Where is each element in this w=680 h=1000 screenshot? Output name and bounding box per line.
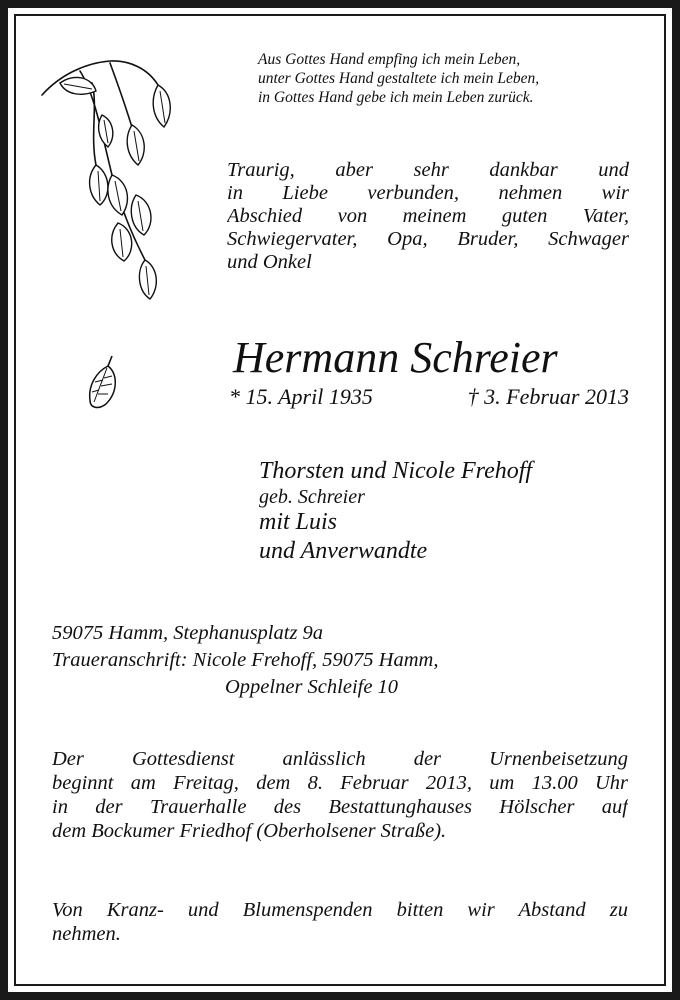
motto-line: in Gottes Hand gebe ich mein Leben zurück. [258,89,534,106]
family-line: Thorsten und Nicole Frehoff [259,458,533,484]
service-line: beginnt am Freitag, dem 8. Februar 2013, um 13.00 Uhr [52,772,628,794]
service-line: Der Gottesdienst anlässlich der Urnenbeisetzung [52,748,628,770]
service-line: in der Trauerhalle des Bestattunghauses Hölscher auf [52,796,628,818]
motto-verse [258,50,539,107]
family-line: mit Luis [259,509,338,535]
intro-line: und Onkel [227,251,312,273]
closing-note [52,898,628,946]
birth-date: * 15. April 1935 [229,384,373,409]
family-line: und Anverwandte [259,538,428,564]
family-line: geb. Schreier [259,486,365,508]
address-line: Oppelner Schleife 10 [225,676,399,698]
service-info [52,747,628,843]
leaf-icon [86,354,120,412]
intro-line: Abschied von meinem guten Vater, [227,205,629,227]
birch-branch-icon [40,55,180,305]
intro-line: Schwiegervater, Opa, Bruder, Schwager [227,228,629,250]
deceased-name: Hermann Schreier [233,333,558,382]
motto-line: unter Gottes Hand gestaltete ich mein Leben, [258,70,540,87]
closing-line: Von Kranz- und Blumenspenden bitten wir Abstand zu [52,899,628,921]
intro-text [227,159,629,274]
address-block [52,620,438,701]
death-date: † 3. Februar 2013 [467,384,629,409]
motto-line: Aus Gottes Hand empfing ich mein Leben, [258,51,521,68]
closing-line: nehmen. [52,923,121,945]
address-line: 59075 Hamm, Stephanusplatz 9a [52,622,324,644]
address-line: Traueranschrift: Nicole Frehoff, 59075 Hamm, [52,649,439,671]
service-line: dem Bockumer Friedhof (Oberholsener Straße). [52,820,447,842]
intro-line: Traurig, aber sehr dankbar und [227,159,629,181]
family-block [259,457,532,566]
intro-line: in Liebe verbunden, nehmen wir [227,182,629,204]
